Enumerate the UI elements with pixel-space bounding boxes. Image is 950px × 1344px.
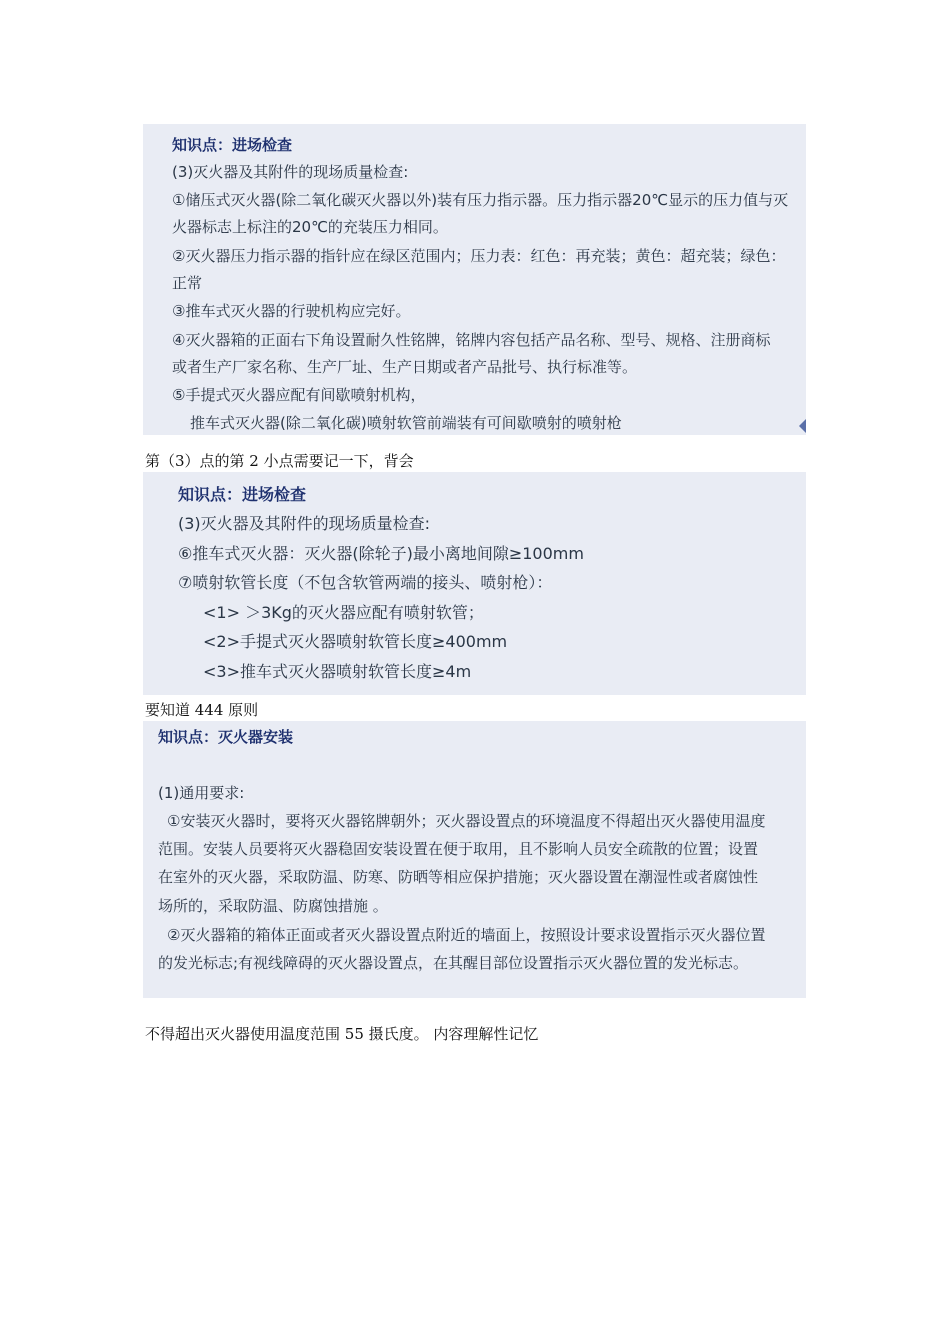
panel-line: ②灭火器箱的箱体正面或者灭火器设置点附近的墙面上，按照设计要求设置指示灭火器位置 bbox=[167, 926, 766, 944]
panel-line: <2>手提式灭火器喷射软管长度≥400mm bbox=[203, 632, 508, 651]
panel-line: 正常 bbox=[172, 274, 203, 292]
panel-line: 推车式灭火器(除二氧化碳)喷射软管前端装有可间歇喷射的喷射枪 bbox=[190, 414, 622, 432]
panel-line: (3)灭火器及其附件的现场质量检查: bbox=[172, 163, 409, 181]
panel-title: 知识点：进场检查 bbox=[178, 485, 307, 504]
panel-line: ①储压式灭火器(除二氧化碳灭火器以外)装有压力指示器。压力指示器20℃显示的压力值与灭 bbox=[172, 191, 789, 209]
collapse-arrow-icon bbox=[799, 419, 806, 433]
panel-title: 知识点：进场检查 bbox=[172, 136, 293, 154]
panel-line: 火器标志上标注的20℃的充装压力相同。 bbox=[172, 218, 448, 236]
panel-line: <3>推车式灭火器喷射软管长度≥4m bbox=[203, 662, 472, 681]
panel-line: ③推车式灭火器的行驶机构应完好。 bbox=[172, 302, 411, 320]
knowledge-panel-inspection-1 bbox=[143, 124, 806, 435]
study-note: 不得超出灭火器使用温度范围 55 摄氏度。 内容理解性记忆 bbox=[145, 1025, 539, 1043]
knowledge-panel-installation bbox=[143, 721, 806, 998]
panel-line: ②灭火器压力指示器的指针应在绿区范围内；压力表：红色：再充装；黄色：超充装；绿色： bbox=[172, 247, 786, 265]
panel-line: (3)灭火器及其附件的现场质量检查: bbox=[178, 514, 431, 533]
panel-line: ⑦喷射软管长度（不包含软管两端的接头、喷射枪）： bbox=[178, 573, 553, 592]
study-note: 第（3）点的第 2 小点需要记一下，背会 bbox=[145, 452, 414, 470]
panel-line: ⑥推车式灭火器：灭火器(除轮子)最小离地间隙≥100mm bbox=[178, 544, 584, 563]
panel-line: ⑤手提式灭火器应配有间歇喷射机构， bbox=[172, 386, 426, 404]
study-note: 要知道 444 原则 bbox=[145, 701, 259, 719]
knowledge-panel-inspection-2 bbox=[143, 472, 806, 695]
panel-line: 在室外的灭火器，采取防温、防寒、防晒等相应保护措施；灭火器设置在潮湿性或者腐蚀性 bbox=[158, 868, 759, 886]
panel-line: 范围。安装人员要将灭火器稳固安装设置在便于取用，且不影响人员安全疏散的位置；设置 bbox=[158, 840, 759, 858]
panel-line: 的发光标志;有视线障碍的灭火器设置点，在其醒目部位设置指示灭火器位置的发光标志。 bbox=[158, 954, 749, 972]
panel-line: (1)通用要求: bbox=[158, 784, 245, 802]
panel-line: ①安装灭火器时，要将灭火器铭牌朝外；灭火器设置点的环境温度不得超出灭火器使用温度 bbox=[167, 812, 766, 830]
panel-line: 或者生产厂家名称、生产厂址、生产日期或者产品批号、执行标准等。 bbox=[172, 358, 638, 376]
panel-title: 知识点：灭火器安装 bbox=[158, 728, 294, 746]
panel-line: ④灭火器箱的正面右下角设置耐久性铭牌，铭牌内容包括产品名称、型号、规格、注册商标 bbox=[172, 331, 771, 349]
panel-line: 场所的，采取防温、防腐蚀措施 。 bbox=[158, 897, 388, 915]
panel-line: <1> ＞3Kg的灭火器应配有喷射软管； bbox=[203, 603, 484, 622]
